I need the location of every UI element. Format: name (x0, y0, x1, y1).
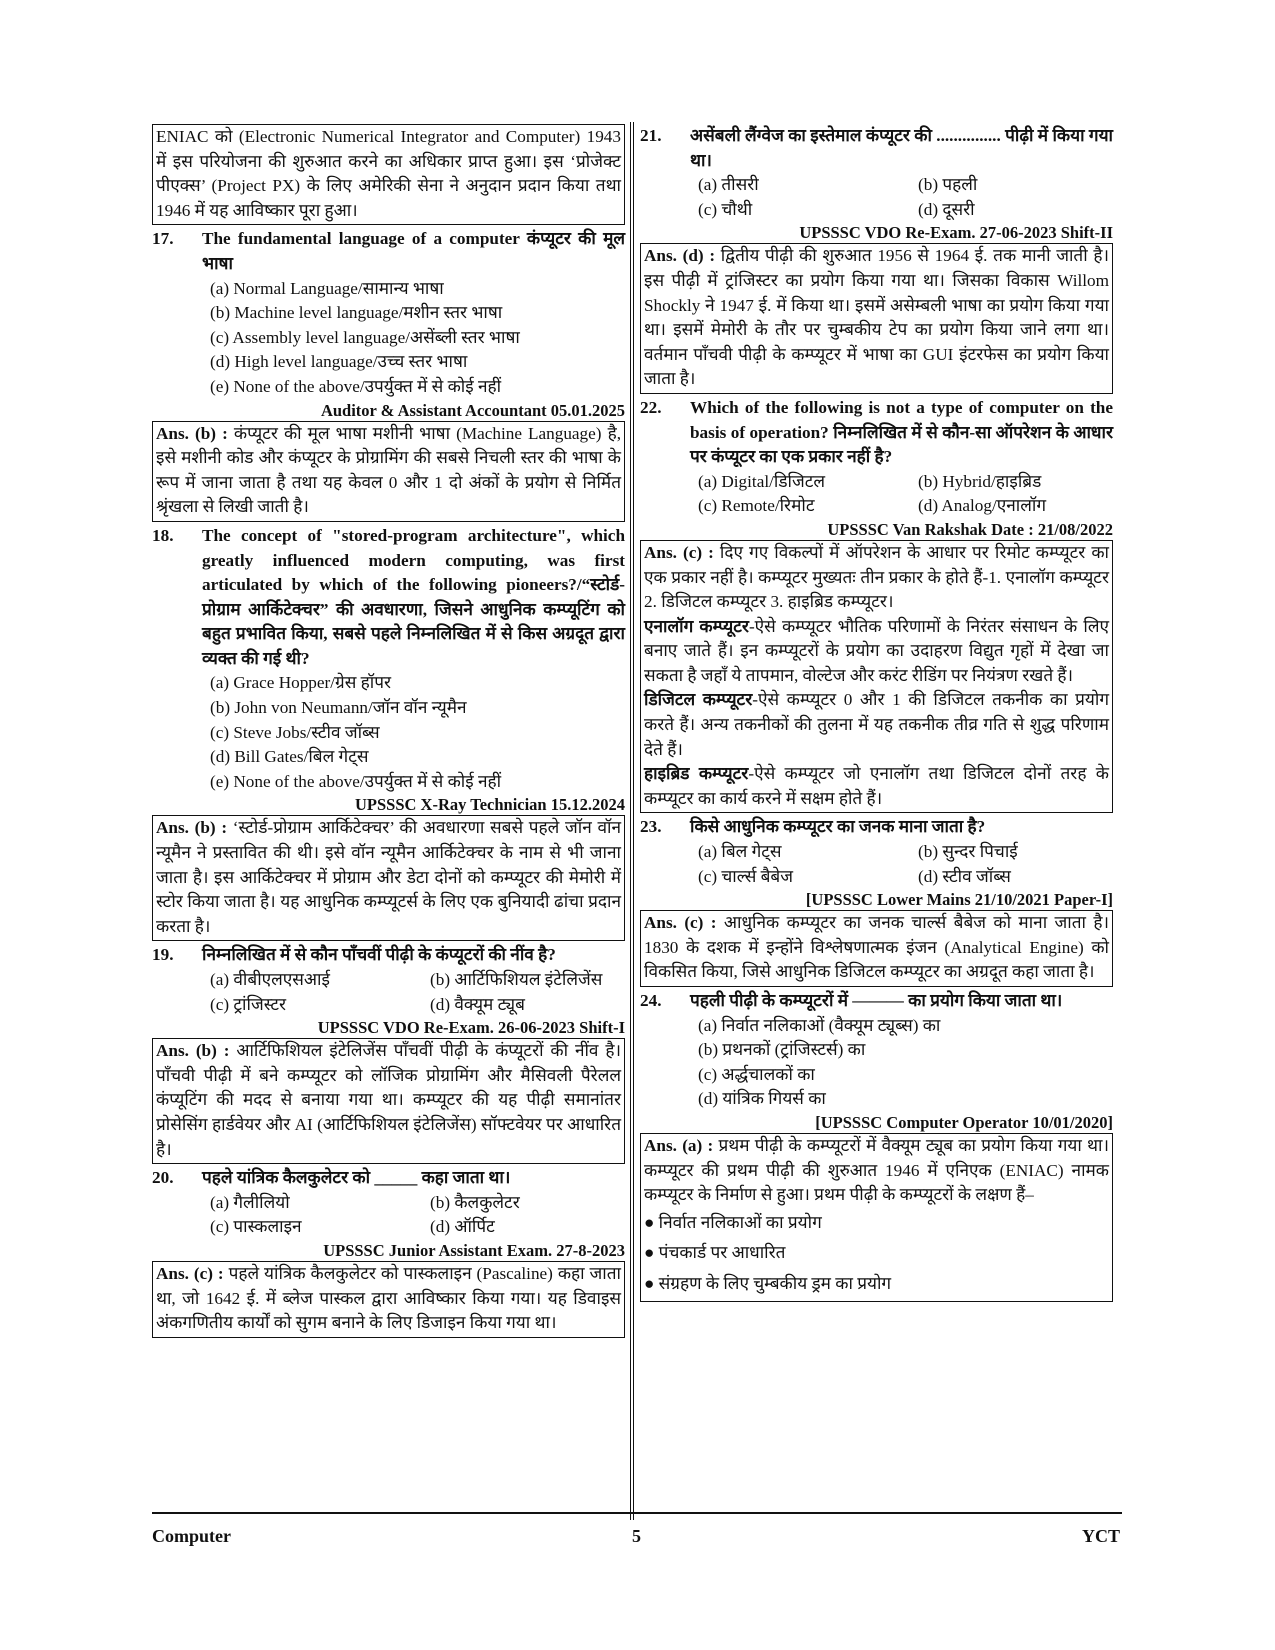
question-18 (152, 524, 625, 672)
question-17 (152, 227, 625, 276)
option: (d) वैक्यूम ट्यूब (430, 994, 525, 1014)
answer-text: आर्टिफिशियल इंटेलिजेंस पाँचवीं पीढ़ी के कंप्यूटरों की नींव है। पाँचवी पीढ़ी में बने कम्प्यूटर को लॉजिक प्रोग्रामिंग और मैसिवली पैरेलल कंप्यूटिंग की मदद से बनाया गया था। कम्प्यूटर की यह पीढ़ी समानांतर प्रोसेसिंग हार्डवेयर और AI (आर्टिफिशियल इंटेलिजेंस) सॉफ्टवेयर पर आधारित है। (156, 1041, 622, 1159)
exam-source: [UPSSSC Lower Mains 21/10/2021 Paper-I] (805, 890, 1113, 910)
footer-publisher: YCT (1082, 1526, 1121, 1546)
option: (d) दूसरी (918, 199, 975, 219)
option: (c) पास्कलाइन (210, 1217, 302, 1237)
option: (b) Hybrid/हाइब्रिड (918, 471, 1042, 491)
answer-label: Ans. (c) : (156, 1263, 224, 1283)
question-number: 21. (640, 126, 662, 145)
bullet-item: ● निर्वात नलिकाओं का प्रयोग (644, 1212, 822, 1232)
answer-box (152, 815, 625, 941)
analog-text: -ऐसे कम्प्यूटर भौतिक परिणामों के निरंतर संसाधन के लिए बनाए जाते हैं। इन कम्प्यूटरों के प्रयोग का उदाहरण विद्युत गृहों में देखा जा सकता है जहाँ ये तापमान, वोल्टेज और करंट रीडिंग पर नियंत्रण रखते हैं। (644, 616, 1110, 685)
option: (c) अर्द्धचालकों का (698, 1064, 815, 1084)
continuation-box (152, 124, 625, 225)
answer-label: Ans. (a) : (644, 1135, 714, 1155)
question-number: 22. (640, 397, 662, 417)
question-number: 24. (640, 991, 662, 1010)
exam-source: UPSSSC Van Rakshak Date : 21/08/2022 (827, 519, 1113, 539)
answer-text: द्वितीय पीढ़ी की शुरुआत 1956 से 1964 ई. तक मानी जाती है। इस पीढ़ी में ट्रांजिस्टर का प्रयोग किया गया था। जिसका विकास Willom Shockly ने 1947 ई. में किया था। इसमें असेम्बली भाषा का प्रयोग किया गया था। इसमें मेमोरी के तौर पर चुम्बकीय टेप का प्रयोग किया जाने लगा था। वर्तमान पाँचवी पीढ़ी के कम्प्यूटर में भाषा का GUI इंटरफेस का प्रयोग किया जाता है। (644, 246, 1110, 389)
exam-source: UPSSSC X-Ray Technician 15.12.2024 (354, 795, 625, 815)
digital-text: -ऐसे कम्प्यूटर 0 और 1 की डिजिटल तकनीक का प्रयोग करते हैं। अन्य तकनीकों की तुलना में यह तकनीक तीव्र गति से शुद्ध परिणाम देते हैं। (644, 690, 1109, 759)
option: (b) सुन्दर पिचाई (918, 842, 1018, 862)
bullet-item: ● संग्रहण के लिए चुम्बकीय ड्रम का प्रयोग (644, 1273, 892, 1293)
options-17 (210, 277, 625, 400)
options-23 (698, 840, 1113, 889)
question-text: The concept of "stored-program architecture", which greatly influenced modern computing, was first articulated by which of the following pioneers?/“स्टोर्ड-प्रोग्राम आर्किटेक्चर” की अवधारणा, जिसने आधुनिक कम्प्यूटिंग को बहुत प्रभावित किया, सबसे पहले निम्नलिखित में से किस अग्रदूत द्वारा व्यक्त की गई थी? (202, 525, 625, 668)
exam-source: UPSSSC Junior Assistant Exam. 27-8-2023 (323, 1240, 625, 1260)
option: (a) तीसरी (698, 175, 759, 195)
option: (b) पहली (918, 175, 978, 195)
option: (a) Normal Language/सामान्य भाषा (210, 278, 444, 298)
footer-rule (152, 1512, 1122, 1514)
option: (e) None of the above/उपर्युक्त में से कोई नहीं (210, 771, 502, 791)
option: (d) स्टीव जॉब्स (918, 866, 1011, 886)
option: (b) कैलकुलेटर (430, 1192, 520, 1212)
exam-source: [UPSSSC Computer Operator 10/01/2020] (815, 1112, 1113, 1132)
question-text: Which of the following is not a type of computer on the basis of operation? निम्नलिखित में से कौन-सा ऑपरेशन के आधार पर कंप्यूटर का एक प्रकार नहीं है? (690, 397, 1113, 467)
options-24 (698, 1014, 1113, 1112)
option: (a) निर्वात नलिकाओं (वैक्यूम ट्यूब्स) का (698, 1015, 941, 1035)
question-text: पहले यांत्रिक कैलकुलेटर को _____ कहा जाता था। (202, 1168, 511, 1188)
column-divider (630, 122, 634, 1520)
page-number: 5 (632, 1526, 641, 1546)
question-23 (640, 815, 1113, 840)
answer-label: Ans. (c) : (644, 542, 714, 562)
answer-label: Ans. (c) : (644, 913, 717, 933)
question-20 (152, 1166, 625, 1191)
question-19 (152, 943, 625, 968)
option: (d) ऑर्पिट (430, 1217, 495, 1237)
digital-heading: डिजिटल कम्प्यूटर (644, 690, 753, 710)
option: (b) प्रथनकों (ट्रांजिस्टर्स) का (698, 1040, 866, 1060)
question-text: पहली पीढ़ी के कम्प्यूटरों में ——— का प्रयोग किया जाता था। (690, 991, 1063, 1010)
answer-text: आधुनिक कम्प्यूटर का जनक चार्ल्स बैबेज को माना जाता है। 1830 के दशक में इन्होंने विश्लेषणात्मक इंजन (Analytical Engine) को विकसित किया, जिसे आधुनिक डिजिटल कम्प्यूटर का अग्रदूत कहा जाता है। (644, 913, 1109, 982)
answer-box (152, 1261, 625, 1338)
right-column (640, 124, 1113, 1302)
answer-label: Ans. (b) : (156, 818, 228, 838)
answer-text: प्रथम पीढ़ी के कम्प्यूटरों में वैक्यूम ट्यूब का प्रयोग किया गया था। कम्प्यूटर की प्रथम पीढ़ी की शुरुआत 1946 में एनिएक (ENIAC) नामक कम्प्यूटर के निर्माण से हुआ। प्रथम पीढ़ी के कम्प्यूटरों के लक्षण हैं– (644, 1135, 1110, 1205)
answer-text: दिए गए विकल्पों में ऑपरेशन के आधार पर रिमोट कम्प्यूटर का एक प्रकार नहीं है। कम्प्यूटर मुख्यतः तीन प्रकार के होते हैं-1. एनालॉग कम्प्यूटर 2. डिजिटल कम्प्यूटर 3. हाइब्रिड कम्प्यूटर। (644, 542, 1110, 612)
question-number: 17. (152, 229, 174, 249)
bullet-item: ● पंचकार्ड पर आधारित (644, 1243, 786, 1263)
left-column (152, 124, 625, 1338)
exam-source: UPSSSC VDO Re-Exam. 26-06-2023 Shift-I (317, 1018, 625, 1038)
option: (a) गैलीलियो (210, 1192, 290, 1212)
hybrid-text: -ऐसे कम्प्यूटर जो एनालॉग तथा डिजिटल दोनों तरह के कम्प्यूटर का कार्य करने में सक्षम होते हैं। (644, 764, 1110, 808)
option: (c) ट्रांजिस्टर (210, 994, 287, 1014)
question-22 (640, 396, 1113, 470)
options-20 (210, 1191, 625, 1240)
option: (b) John von Neumann/जॉन वॉन न्यूमैन (210, 698, 467, 718)
answer-text: कंप्यूटर की मूल भाषा मशीनी भाषा (Machine Language) है, इसे मशीनी कोड और कंप्यूटर के प्रोग्रामिंग की सबसे निचली स्तर की भाषा के रूप में जाना जाता है तथा यह केवल 0 और 1 दो अंकों के प्रयोग से निर्मित श्रृंखला से लिखी जाती है। (156, 423, 621, 517)
options-18 (210, 671, 625, 794)
question-text: किसे आधुनिक कम्प्यूटर का जनक माना जाता है? (690, 817, 986, 837)
options-19 (210, 968, 625, 1017)
option: (c) Assembly level language/असेंब्ली स्तर भाषा (210, 327, 520, 347)
question-24 (640, 989, 1113, 1014)
option: (d) यांत्रिक गियर्स का (698, 1089, 826, 1109)
answer-label: Ans. (b) : (156, 423, 228, 443)
option: (b) आर्टिफिशियल इंटेलिजेंस (430, 970, 603, 989)
option: (c) चार्ल्स बैबेज (698, 866, 793, 886)
exam-source: Auditor & Assistant Accountant 05.01.2025 (320, 400, 625, 420)
answer-box (152, 1038, 625, 1164)
question-number: 20. (152, 1168, 174, 1188)
question-text: असेंबली लैंग्वेज का इस्तेमाल कंप्यूटर की ............... पीढ़ी में किया गया था। (690, 126, 1113, 170)
answer-box (640, 910, 1113, 987)
answer-label: Ans. (b) : (156, 1041, 230, 1061)
answer-text: ‘स्टोर्ड-प्रोग्राम आर्किटेक्चर’ की अवधारणा सबसे पहले जॉन वॉन न्यूमैन ने प्रस्तावित की थी। इसे वॉन न्यूमैन आर्किटेक्चर के नाम से भी जाना जाता है। इस आर्किटेक्चर में प्रोग्राम और डेटा दोनों को कम्प्यूटर की मेमोरी में स्टोर किया जाता है। यह आधुनिक कम्प्यूटर्स के लिए एक बुनियादी ढांचा प्रदान करता है। (156, 818, 622, 936)
option: (e) None of the above/उपर्युक्त में से कोई नहीं (210, 376, 502, 396)
answer-text: पहले यांत्रिक कैलकुलेटर को पास्कलाइन (Pascaline) कहा जाता था, जो 1642 ई. में ब्लेज पास्कल द्वारा आविष्कार किया गया। यह डिवाइस अंकगणितीय कार्यों को सुगम बनाने के लिए डिजाइन किया गया था। (156, 1263, 622, 1333)
option: (a) बिल गेट्स (698, 842, 782, 862)
hybrid-heading: हाइब्रिड कम्प्यूटर (644, 764, 749, 784)
option: (c) Remote/रिमोट (698, 496, 815, 516)
option: (b) Machine level language/मशीन स्तर भाषा (210, 303, 503, 323)
question-number: 18. (152, 525, 174, 545)
analog-heading: एनालॉग कम्प्यूटर (644, 616, 749, 636)
options-21 (698, 173, 1113, 222)
answer-box (640, 1133, 1113, 1302)
question-text: निम्नलिखित में से कौन पाँचवीं पीढ़ी के कंप्यूटरों की नींव है? (202, 945, 556, 965)
question-21 (640, 124, 1113, 173)
exam-source: UPSSSC VDO Re-Exam. 27-06-2023 Shift-II (799, 223, 1113, 243)
option: (a) वीबीएलएसआई (210, 970, 330, 989)
continuation-text: ENIAC को (Electronic Numerical Integrator and Computer) 1943 में इस परियोजना की शुरुआत करने का अधिकार प्राप्त हुआ। इस ‘प्रोजेक्ट पीएक्स’ (Project PX) के लिए अमेरिकी सेना ने अनुदान प्रदान किया तथा 1946 में यह आविष्कार पूरा हुआ। (156, 127, 621, 220)
answer-box (640, 243, 1113, 394)
option: (a) Digital/डिजिटल (698, 471, 826, 491)
answer-label: Ans. (d) : (644, 246, 716, 266)
option: (d) Bill Gates/बिल गेट्स (210, 747, 369, 767)
options-22 (698, 470, 1113, 519)
option: (d) High level language/उच्च स्तर भाषा (210, 352, 468, 372)
option: (c) चौथी (698, 199, 753, 219)
question-text: The fundamental language of a computer कंप्यूटर की मूल भाषा (202, 229, 625, 273)
question-number: 23. (640, 817, 662, 837)
answer-box (152, 421, 625, 522)
option: (c) Steve Jobs/स्टीव जॉब्स (210, 722, 380, 742)
question-number: 19. (152, 945, 174, 965)
footer-subject: Computer (152, 1526, 231, 1546)
answer-box (640, 540, 1113, 814)
option: (a) Grace Hopper/ग्रेस हॉपर (210, 673, 391, 693)
option: (d) Analog/एनालॉग (918, 496, 1047, 516)
